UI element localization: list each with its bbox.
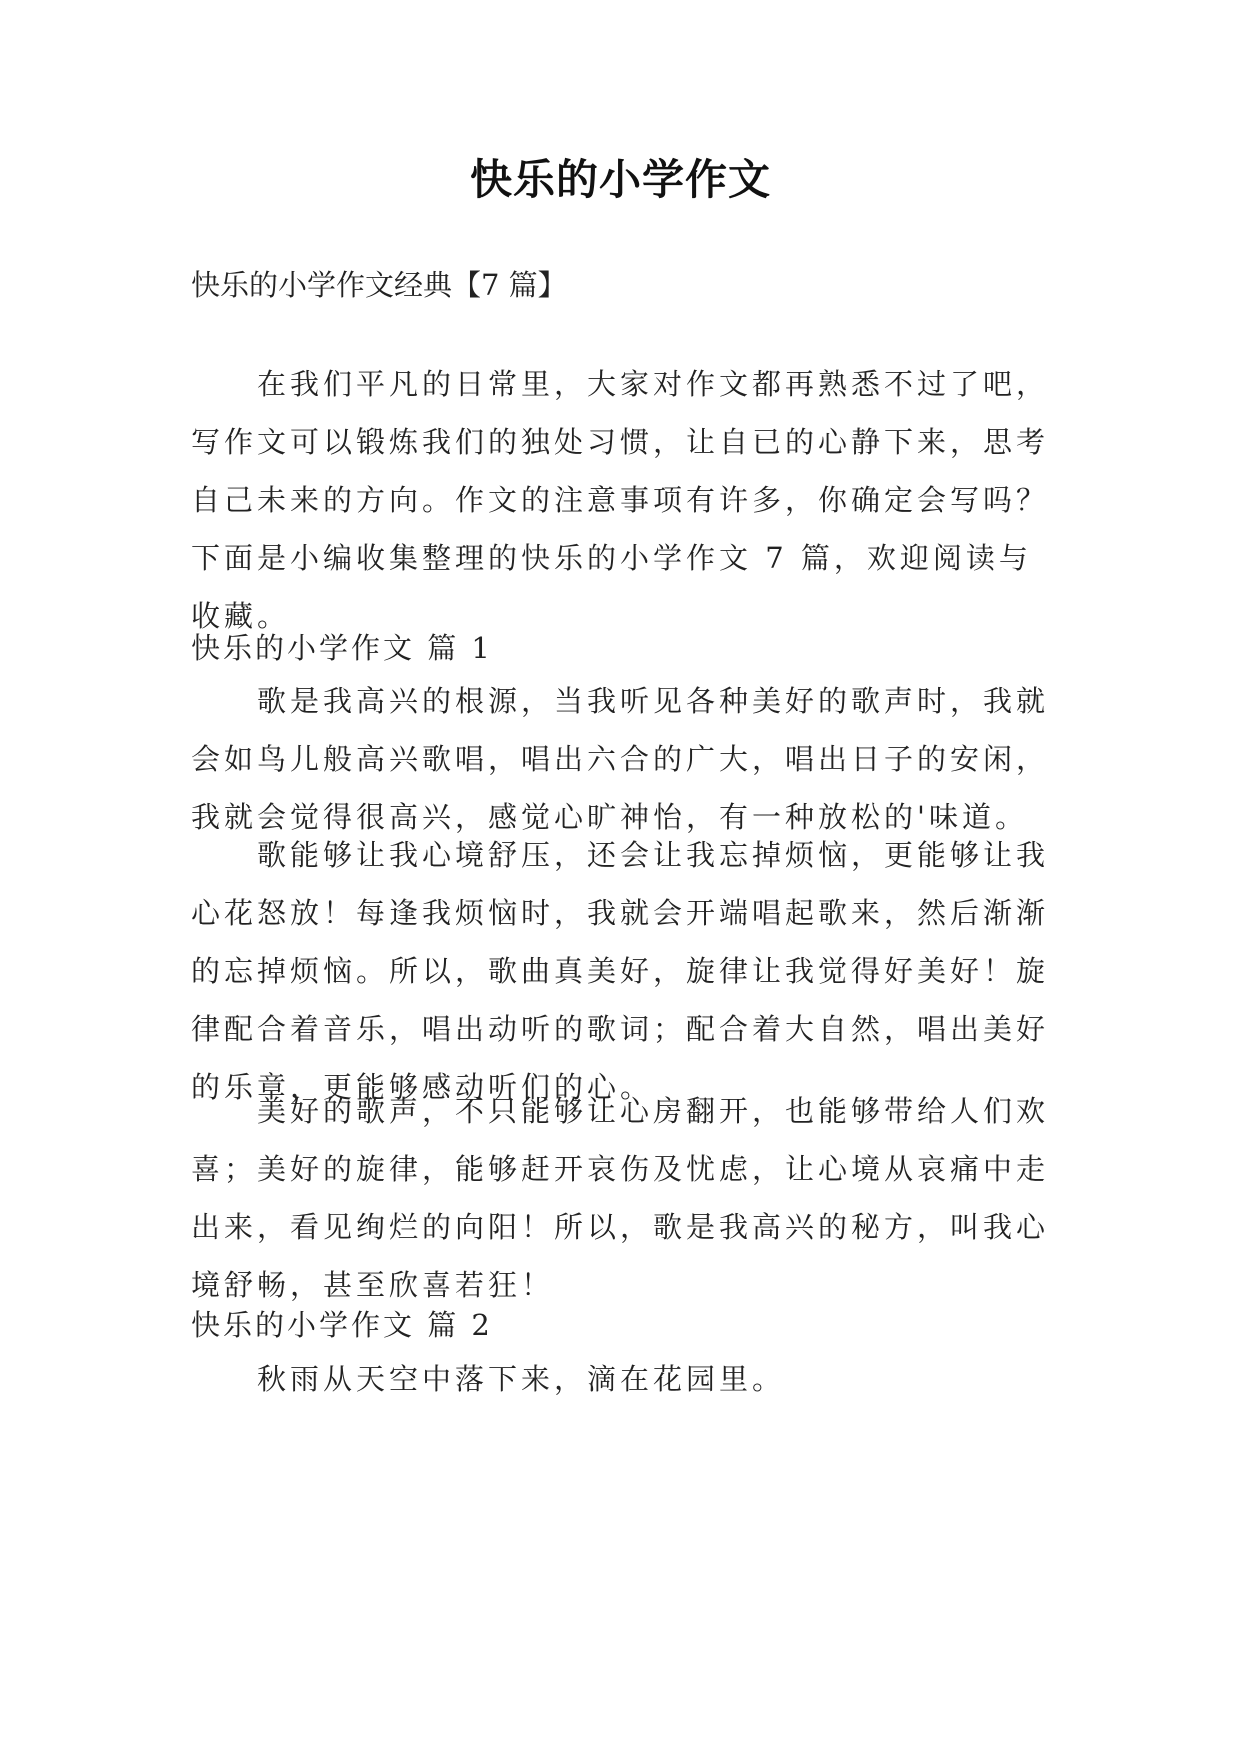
intro-paragraph: 在我们平凡的日常里，大家对作文都再熟悉不过了吧，写作文可以锻炼我们的独处习惯，让自已的心静下来，思考自己未来的方向。作文的注意事项有许多，你确定会写吗？下面是小编收集整理的快乐的小学作文 7 篇，欢迎阅读与收藏。 [191, 367, 1050, 633]
document-subtitle: 快乐的小学作文经典【7 篇】 [191, 268, 567, 302]
section-1-paragraph-1: 歌是我高兴的根源，当我听见各种美好的歌声时，我就会如鸟儿般高兴歌唱，唱出六合的广大，唱出日子的安闲，我就会觉得很高兴，感觉心旷神怡，有一种放松的'味道。 [191, 684, 1050, 834]
section-2-paragraph-1: 秋雨从天空中落下来，滴在花园里。 [257, 1362, 786, 1396]
page-title: 快乐的小学作文 [469, 155, 771, 204]
section-1-paragraph-2: 歌能够让我心境舒压，还会让我忘掉烦恼，更能够让我心花怒放！每逢我烦恼时，我就会开端唱起歌来，然后渐渐的忘掉烦恼。所以，歌曲真美好，旋律让我觉得好美好！旋律配合着音乐，唱出动听的歌词；配合着大自然，唱出美好的乐章，更能够感动听们的心。 [191, 838, 1050, 1104]
section-heading-1: 快乐的小学作文 篇 1 [191, 631, 493, 665]
section-heading-2: 快乐的小学作文 篇 2 [191, 1308, 493, 1342]
section-1-paragraph-3: 美好的歌声，不只能够让心房翻开，也能够带给人们欢喜；美好的旋律，能够赶开哀伤及忧虑，让心境从哀痛中走出来，看见绚烂的向阳！所以，歌是我高兴的秘方，叫我心境舒畅，甚至欣喜若狂！ [191, 1094, 1050, 1302]
